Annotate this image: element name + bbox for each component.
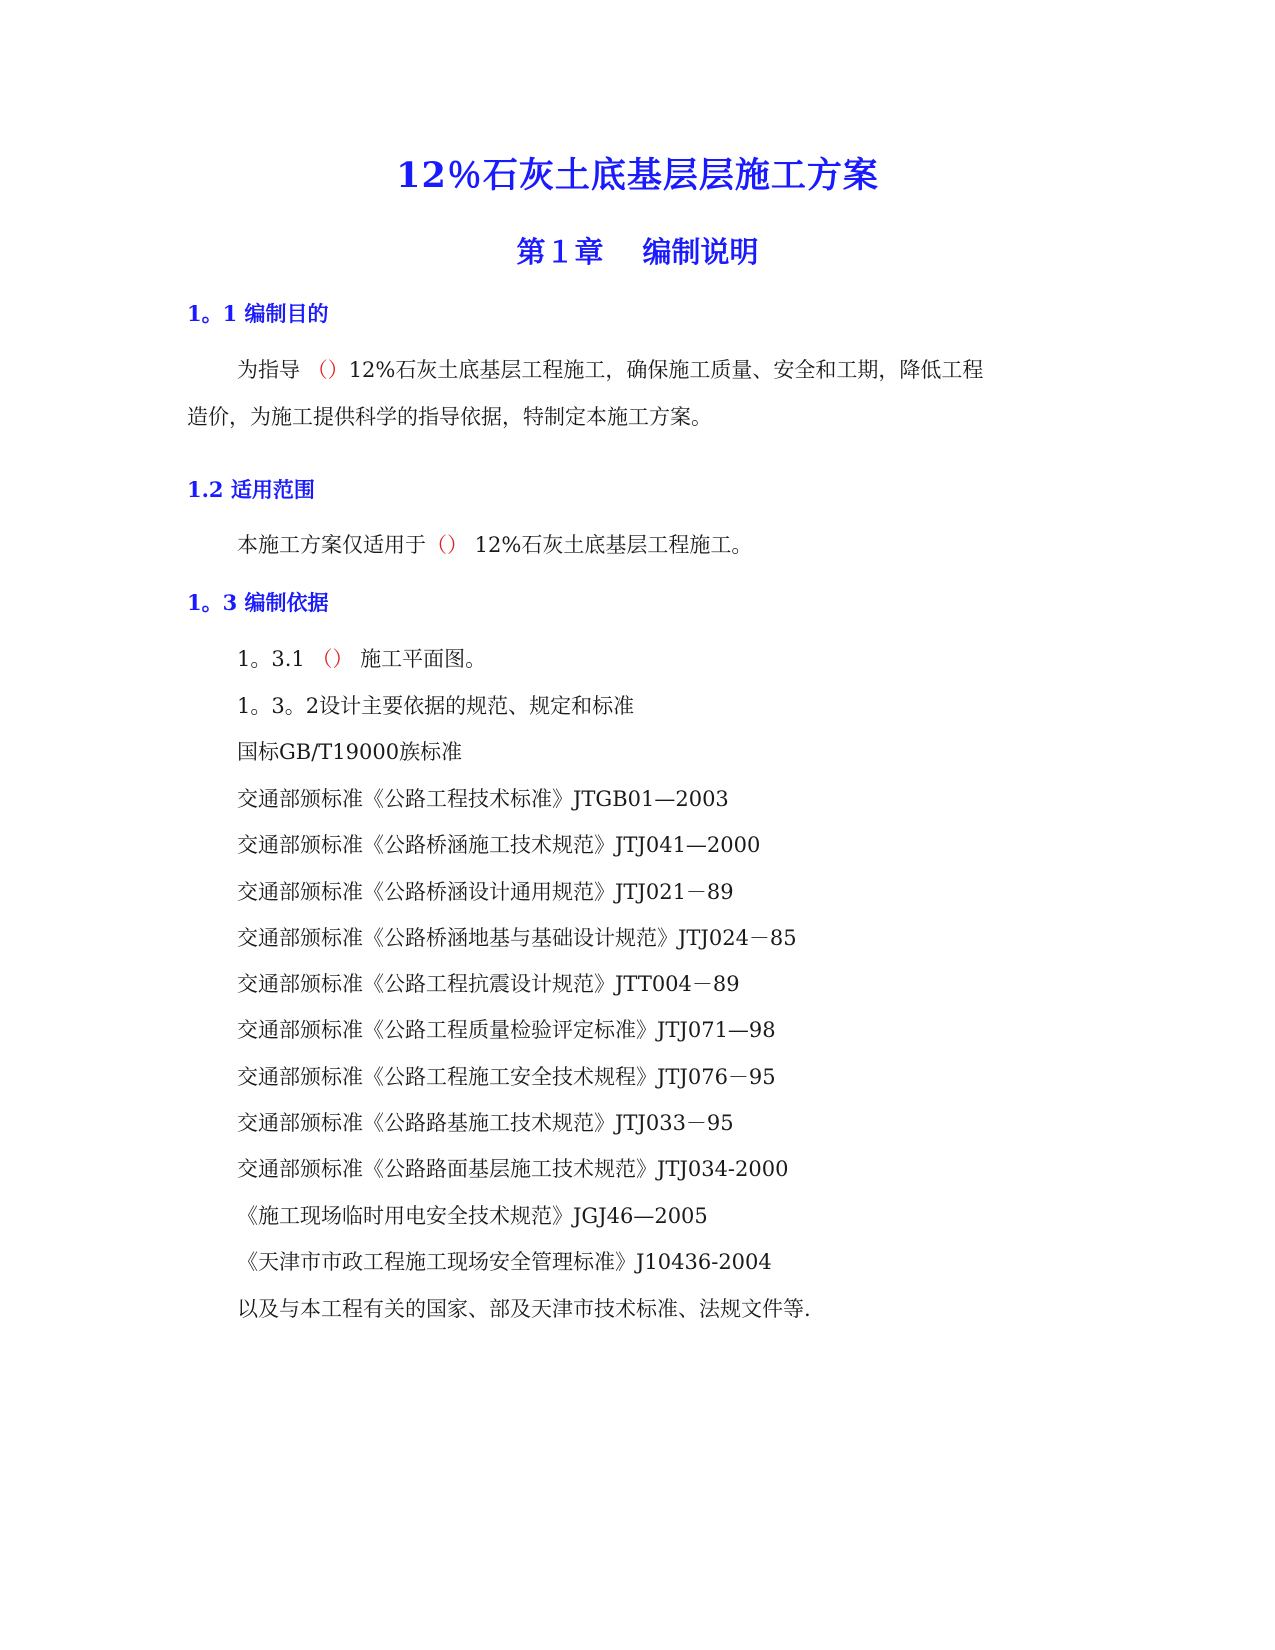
standard-item: 交通部颁标准《公路桥涵施工技术规范》JTJ041—2000 xyxy=(237,833,761,857)
standard-item: 交通部颁标准《公路工程抗震设计规范》JTT004－89 xyxy=(237,972,740,996)
standard-item: 交通部颁标准《公路工程施工安全技术规程》JTJ076－95 xyxy=(237,1065,776,1089)
section-heading-scope: 1.2 适用范围 xyxy=(187,477,315,502)
purpose-paragraph-line1 xyxy=(237,354,983,384)
standard-item: 国标GB/T19000族标准 xyxy=(237,740,463,764)
purpose-paragraph-line2: 造价，为施工提供科学的指导依据，特制定本施工方案。 xyxy=(187,405,712,429)
project-name-placeholder: （） xyxy=(306,358,349,382)
standard-item: 交通部颁标准《公路工程质量检验评定标准》JTJ071—98 xyxy=(237,1018,776,1042)
scope-text-post: 12%石灰土底基层工程施工。 xyxy=(468,533,753,557)
basis-item-1 xyxy=(237,643,486,673)
scope-paragraph xyxy=(237,529,752,559)
section-heading-purpose: 1。1 编制目的 xyxy=(187,301,329,326)
basis-item-1-pre: 1。3.1 xyxy=(237,647,312,671)
standard-item: 交通部颁标准《公路桥涵地基与基础设计规范》JTJ024－85 xyxy=(237,926,797,950)
closing-statement: 以及与本工程有关的国家、部及天津市技术标准、法规文件等. xyxy=(237,1297,811,1321)
section-heading-basis: 1。3 编制依据 xyxy=(187,590,329,615)
basis-item-1-post: 施工平面图。 xyxy=(353,647,487,671)
standard-item: 交通部颁标准《公路桥涵设计通用规范》JTJ021－89 xyxy=(237,880,734,904)
standard-item: 交通部颁标准《公路路基施工技术规范》JTJ033－95 xyxy=(237,1111,734,1135)
purpose-text-pre: 为指导 xyxy=(237,358,307,382)
standard-item: 《天津市市政工程施工现场安全管理标准》J10436-2004 xyxy=(237,1250,772,1274)
standard-item: 《施工现场临时用电安全技术规范》JGJ46—2005 xyxy=(237,1204,708,1228)
project-name-placeholder: （） xyxy=(311,647,354,671)
standard-item: 交通部颁标准《公路工程技术标准》JTGB01—2003 xyxy=(237,787,729,811)
scope-text-pre: 本施工方案仅适用于 xyxy=(237,533,426,557)
document-title: 12％石灰土底基层层施工方案 xyxy=(396,155,879,196)
chapter-title: 第１章 编制说明 xyxy=(516,235,759,269)
basis-item-2: 1。3。2设计主要依据的规范、规定和标准 xyxy=(237,694,635,718)
project-name-placeholder: （） xyxy=(426,533,468,557)
purpose-text-post: 12%石灰土底基层工程施工，确保施工质量、安全和工期，降低工程 xyxy=(348,358,984,382)
standard-item: 交通部颁标准《公路路面基层施工技术规范》JTJ034-2000 xyxy=(237,1157,789,1181)
